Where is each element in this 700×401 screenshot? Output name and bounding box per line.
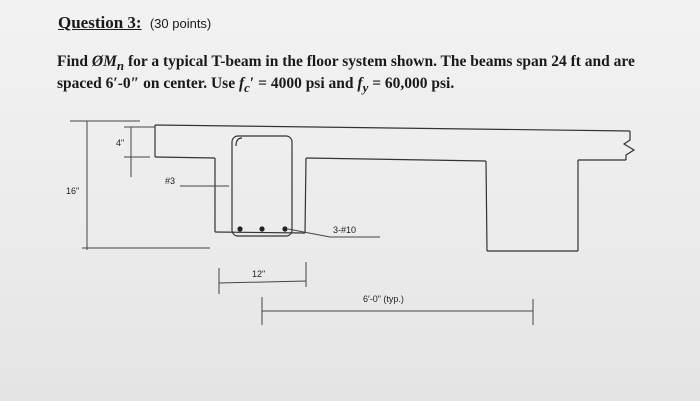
question-points: (30 points) [149,16,212,31]
rebar-3 [282,226,287,231]
web-width-dim-line [219,281,306,283]
slab-top-line [155,125,630,131]
rebar-label: 3-#10 [333,225,357,235]
stirrup-label: #3 [165,176,176,186]
stirrup-hook [236,138,242,146]
fc-symbol: f [238,75,245,93]
fy-subscript: y [362,80,369,96]
slab-thickness-label: 4" [116,138,125,148]
fc-subscript: c [244,80,250,96]
beam2-web-left [486,161,487,251]
beam1-web-right [305,158,306,233]
beam-depth-label: 16" [66,186,80,196]
fc-value: ′ = 4000 psi and [249,75,358,93]
phi-mn-symbol: ØM [91,53,117,70]
fy-value: = 60,000 psi. [368,75,455,93]
web-width-label: 12" [252,269,266,279]
break-line [624,131,634,160]
question-label: Question 3: [58,13,142,32]
problem-text-2: for a typical T-beam in the floor system shown. The beams span 24 ft and are spaced 6′-0″ on center. Use [57,53,635,93]
rebar-2 [259,226,264,231]
spacing-label: 6′-0" (typ.) [363,294,404,304]
stirrup [232,136,292,236]
phi-mn-subscript: n [116,58,125,74]
fy-symbol: f [357,75,363,93]
slab-bottom-middle [306,158,486,161]
rebar-1 [237,226,242,231]
problem-text-1: Find [57,53,92,70]
slab-bottom-left [155,157,215,158]
